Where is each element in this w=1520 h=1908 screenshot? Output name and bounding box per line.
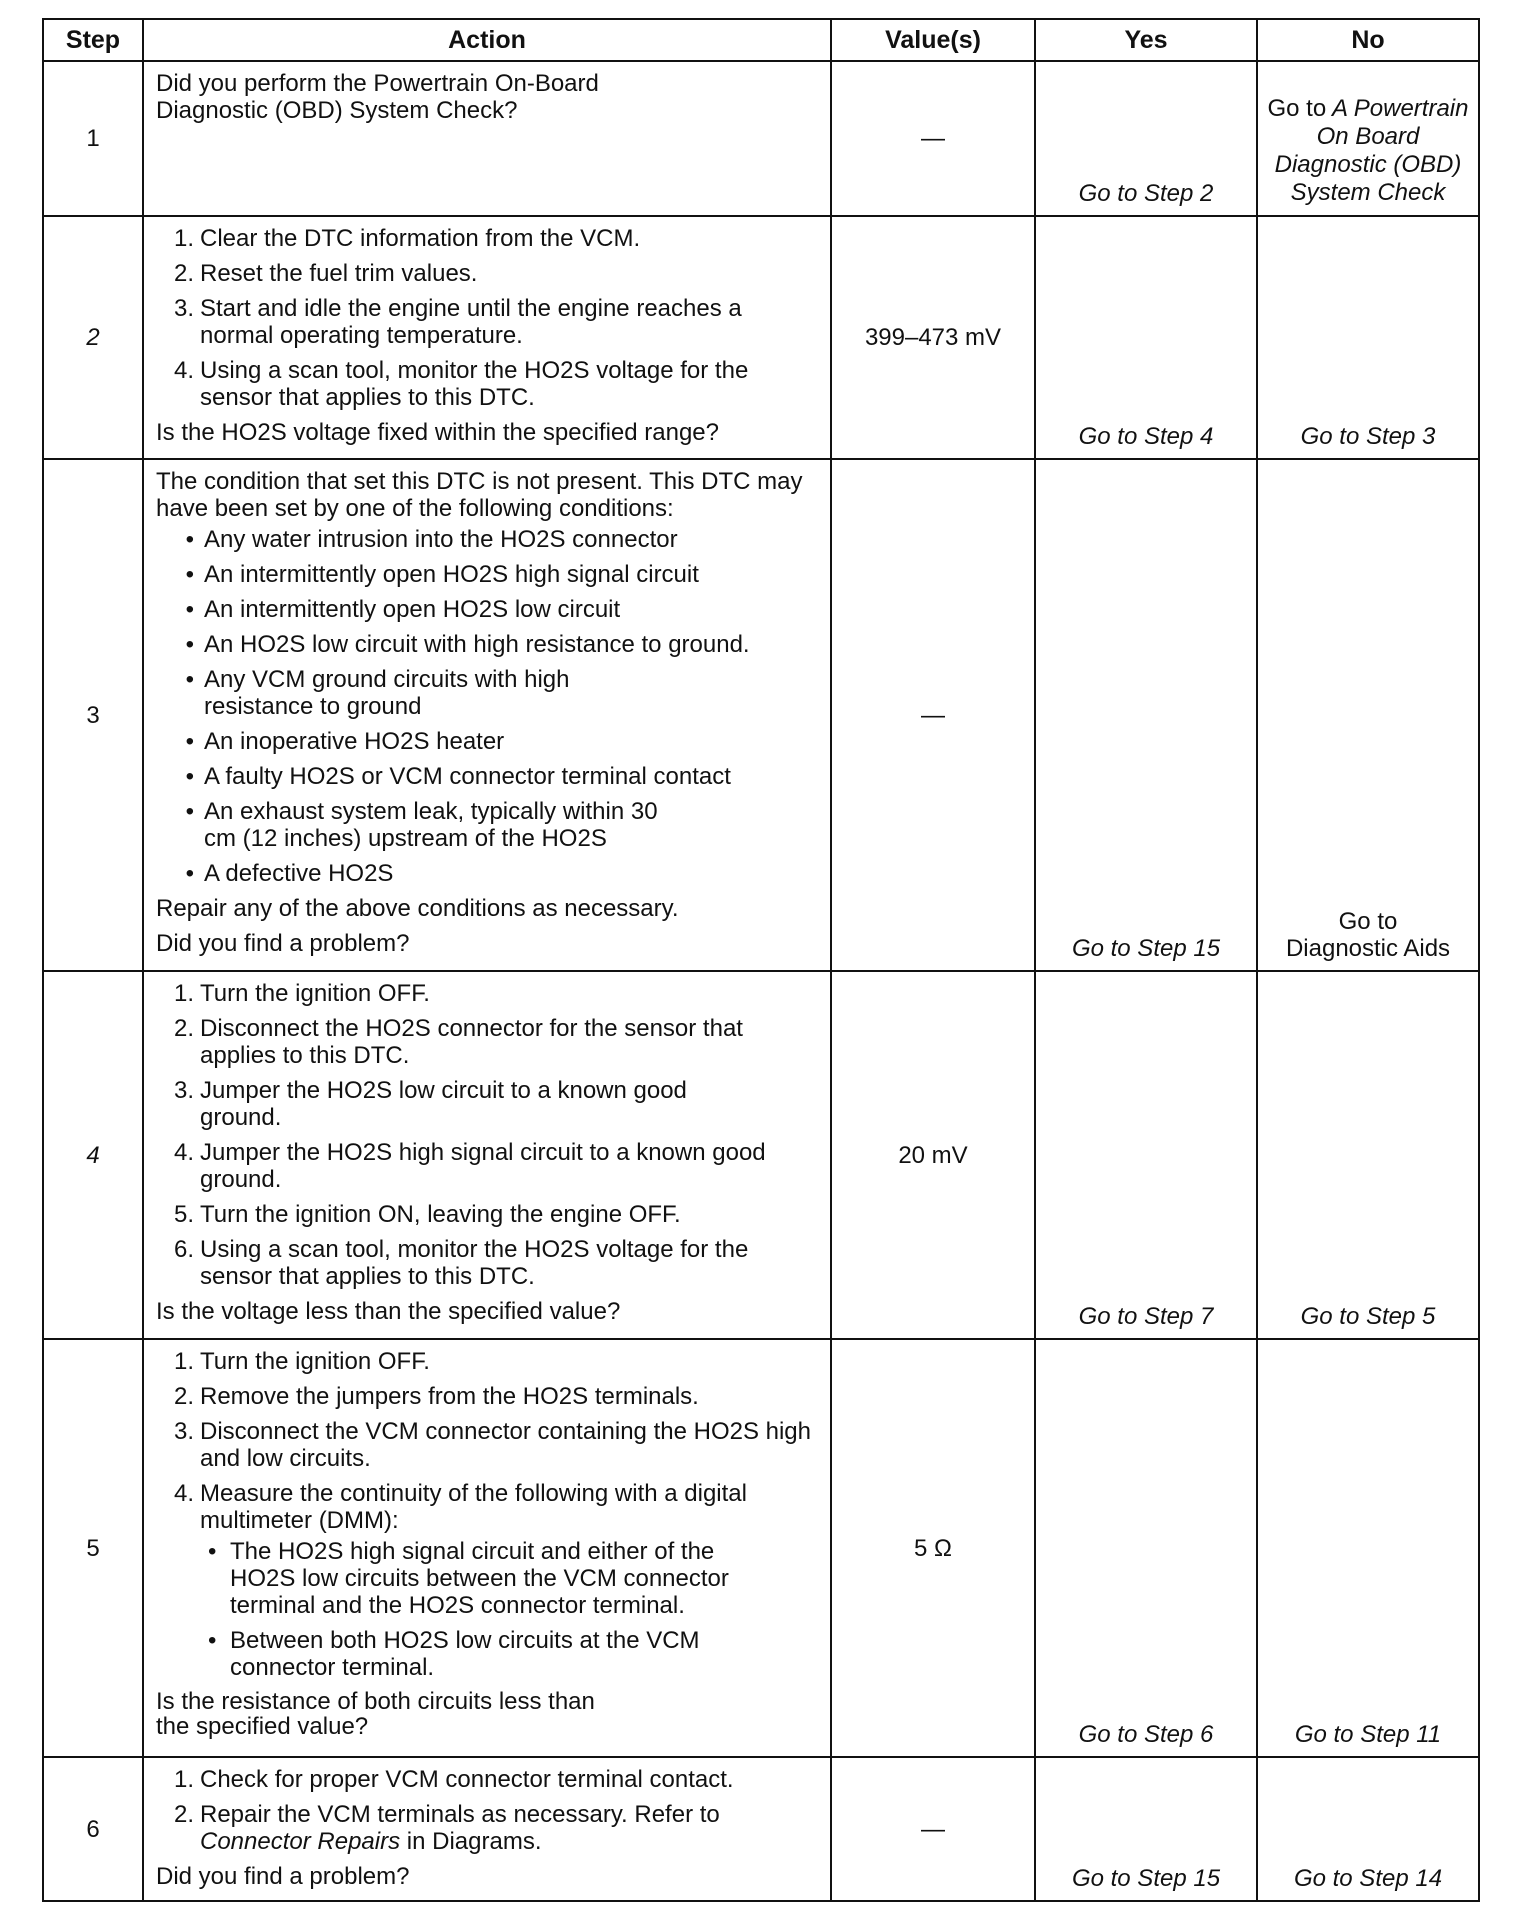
item-text: Any VCM ground circuits with high resistance to ground	[204, 666, 570, 720]
item-text: Using a scan tool, monitor the HO2S voltage for the sensor that applies to this DTC.	[200, 357, 749, 411]
procedure-list	[156, 225, 820, 411]
step-number: 4	[43, 971, 143, 1339]
item-text: An inoperative HO2S heater	[204, 728, 505, 755]
item-text: A defective HO2S	[204, 860, 394, 887]
no-prefix: Go to	[1267, 95, 1327, 122]
sub-condition-list	[200, 1538, 760, 1681]
no-line-1: Go to	[1338, 908, 1398, 935]
procedure-list	[156, 980, 820, 1290]
step-number: 2	[43, 216, 143, 459]
yes-cell: Go to Step 6	[1035, 1339, 1257, 1757]
value-cell: 399–473 mV	[831, 216, 1035, 459]
item-text: Reset the fuel trim values.	[200, 260, 478, 287]
list-item	[156, 1348, 820, 1375]
no-cell	[1257, 61, 1479, 216]
item-number: 5.	[173, 1201, 194, 1228]
item-text: An HO2S low circuit with high resistance to ground.	[204, 631, 750, 658]
item-text: Turn the ignition ON, leaving the engine OFF.	[200, 1201, 681, 1228]
value-cell: —	[831, 61, 1035, 216]
bullet-icon: •	[185, 728, 194, 755]
action-cell	[143, 971, 831, 1339]
intro-text: The condition that set this DTC is not present. This DTC may have been set by one of the following conditions:	[156, 468, 803, 522]
bullet-icon: •	[185, 631, 194, 658]
action-cell	[143, 1757, 831, 1901]
item-number: 1.	[173, 980, 194, 1007]
question-text: Did you find a problem?	[156, 1863, 410, 1890]
repair-text: Repair any of the above conditions as necessary.	[156, 895, 679, 922]
table-row-step-5	[43, 1339, 1479, 1757]
item-text: Turn the ignition OFF.	[200, 1348, 430, 1375]
yes-cell: Go to Step 7	[1035, 971, 1257, 1339]
action-cell	[143, 459, 831, 971]
item-text	[200, 1801, 790, 1855]
item-text: Disconnect the HO2S connector for the sensor that applies to this DTC.	[200, 1015, 743, 1069]
bullet-icon: •	[185, 860, 194, 887]
bullet-icon: •	[185, 763, 194, 790]
value-cell: 20 mV	[831, 971, 1035, 1339]
item-number: 2.	[173, 1015, 194, 1042]
list-item	[156, 1236, 820, 1290]
list-item	[156, 225, 820, 252]
list-item	[156, 631, 820, 658]
bullet-icon: •	[185, 561, 194, 588]
list-item	[156, 666, 820, 720]
list-item	[156, 1480, 820, 1534]
list-item	[200, 1538, 760, 1619]
value-cell: —	[831, 1757, 1035, 1901]
step-number: 3	[43, 459, 143, 971]
action-text: Did you perform the Powertrain On-Board Diagnostic (OBD) System Check?	[156, 70, 599, 124]
action-cell	[143, 61, 831, 216]
table-row-step-3	[43, 459, 1479, 971]
table-row-step-2	[43, 216, 1479, 459]
item-text-main: Repair the VCM terminals as necessary. Refer to	[200, 1801, 720, 1828]
action-cell	[143, 1339, 831, 1757]
header-yes: Yes	[1035, 19, 1257, 61]
condition-list	[156, 526, 820, 887]
list-item	[200, 1627, 760, 1681]
yes-cell: Go to Step 15	[1035, 1757, 1257, 1901]
table-row-step-4	[43, 971, 1479, 1339]
bullet-icon: •	[185, 596, 194, 623]
header-no: No	[1257, 19, 1479, 61]
list-item	[156, 798, 820, 852]
list-item	[156, 1766, 820, 1793]
list-item	[156, 1383, 820, 1410]
item-text-suffix: in Diagrams.	[406, 1828, 542, 1855]
list-item	[156, 980, 820, 1007]
item-text: The HO2S high signal circuit and either of the HO2S low circuits between the VCM connector terminal and the HO2S connector terminal.	[230, 1538, 729, 1619]
list-item	[156, 1801, 820, 1855]
list-item	[156, 295, 820, 349]
action-cell	[143, 216, 831, 459]
list-item	[156, 596, 820, 623]
item-text: A faulty HO2S or VCM connector terminal contact	[204, 763, 731, 790]
no-cell: Go to Step 14	[1257, 1757, 1479, 1901]
list-item	[156, 1201, 820, 1228]
header-row	[43, 19, 1479, 61]
list-item	[156, 1139, 820, 1193]
item-text: Jumper the HO2S high signal circuit to a known good ground.	[200, 1139, 766, 1193]
list-item	[156, 1418, 820, 1472]
no-line-2: Diagnostic Aids	[1285, 935, 1451, 962]
list-item	[156, 763, 820, 790]
item-number: 2.	[173, 1801, 194, 1828]
item-number: 6.	[173, 1236, 194, 1263]
item-text: Disconnect the VCM connector containing the HO2S high and low circuits.	[200, 1418, 812, 1472]
yes-cell: Go to Step 4	[1035, 216, 1257, 459]
value-cell: 5 Ω	[831, 1339, 1035, 1757]
item-text: Measure the continuity of the following with a digital multimeter (DMM):	[200, 1480, 747, 1534]
item-number: 3.	[173, 1077, 194, 1104]
yes-cell: Go to Step 15	[1035, 459, 1257, 971]
item-number: 2.	[173, 1383, 194, 1410]
header-step: Step	[43, 19, 143, 61]
list-item	[156, 526, 820, 553]
item-number: 1.	[173, 1348, 194, 1375]
procedure-list	[156, 1348, 820, 1534]
procedure-list	[156, 1766, 820, 1855]
value-cell: —	[831, 459, 1035, 971]
question-text: Is the voltage less than the specified value?	[156, 1298, 621, 1325]
connector-repairs-reference: Connector Repairs	[200, 1828, 401, 1855]
item-text: Using a scan tool, monitor the HO2S voltage for the sensor that applies to this DTC.	[200, 1236, 749, 1290]
list-item	[156, 860, 820, 887]
no-cell: Go to Step 11	[1257, 1339, 1479, 1757]
bullet-icon: •	[208, 1538, 217, 1565]
yes-cell: Go to Step 2	[1035, 61, 1257, 216]
question-text: Is the HO2S voltage fixed within the specified range?	[156, 419, 719, 446]
step-number: 6	[43, 1757, 143, 1901]
header-values: Value(s)	[831, 19, 1035, 61]
list-item	[156, 260, 820, 287]
list-item	[156, 1015, 820, 1069]
question-text: Did you find a problem?	[156, 930, 410, 957]
item-text: Start and idle the engine until the engine reaches a normal operating temperature.	[200, 295, 742, 349]
step-number: 5	[43, 1339, 143, 1757]
bullet-icon: •	[185, 798, 194, 825]
header-action: Action	[143, 19, 831, 61]
no-cell	[1257, 459, 1479, 971]
item-text: Turn the ignition OFF.	[200, 980, 430, 1007]
step-number: 1	[43, 61, 143, 216]
list-item	[156, 561, 820, 588]
no-cell: Go to Step 3	[1257, 216, 1479, 459]
list-item	[156, 1077, 820, 1131]
item-number: 2.	[173, 260, 194, 287]
item-text: An intermittently open HO2S high signal circuit	[204, 561, 699, 588]
item-text: An exhaust system leak, typically within 30 cm (12 inches) upstream of the HO2S	[204, 798, 658, 852]
item-text: Clear the DTC information from the VCM.	[200, 225, 641, 252]
bullet-icon: •	[208, 1627, 217, 1654]
item-number: 4.	[173, 357, 194, 384]
item-text: Remove the jumpers from the HO2S terminals.	[200, 1383, 699, 1410]
question-text: Is the resistance of both circuits less than the specified value?	[156, 1688, 595, 1740]
item-number: 1.	[173, 1766, 194, 1793]
table-row-step-1	[43, 61, 1479, 216]
item-number: 4.	[173, 1480, 194, 1507]
item-text: Any water intrusion into the HO2S connector	[204, 526, 678, 553]
item-number: 3.	[173, 1418, 194, 1445]
bullet-icon: •	[185, 526, 194, 553]
list-item	[156, 357, 820, 411]
diagnostic-table	[42, 18, 1480, 1902]
bullet-icon: •	[185, 666, 194, 693]
no-reference: A Powertrain On Board Diagnostic (OBD) System Check	[1274, 95, 1469, 206]
item-text: Check for proper VCM connector terminal contact.	[200, 1766, 734, 1793]
item-text: Between both HO2S low circuits at the VCM connector terminal.	[230, 1627, 700, 1681]
item-text: Jumper the HO2S low circuit to a known good ground.	[200, 1077, 687, 1131]
no-cell: Go to Step 5	[1257, 971, 1479, 1339]
list-item	[156, 728, 820, 755]
item-number: 3.	[173, 295, 194, 322]
item-number: 4.	[173, 1139, 194, 1166]
table-row-step-6	[43, 1757, 1479, 1901]
item-number: 1.	[173, 225, 194, 252]
item-text: An intermittently open HO2S low circuit	[204, 596, 621, 623]
